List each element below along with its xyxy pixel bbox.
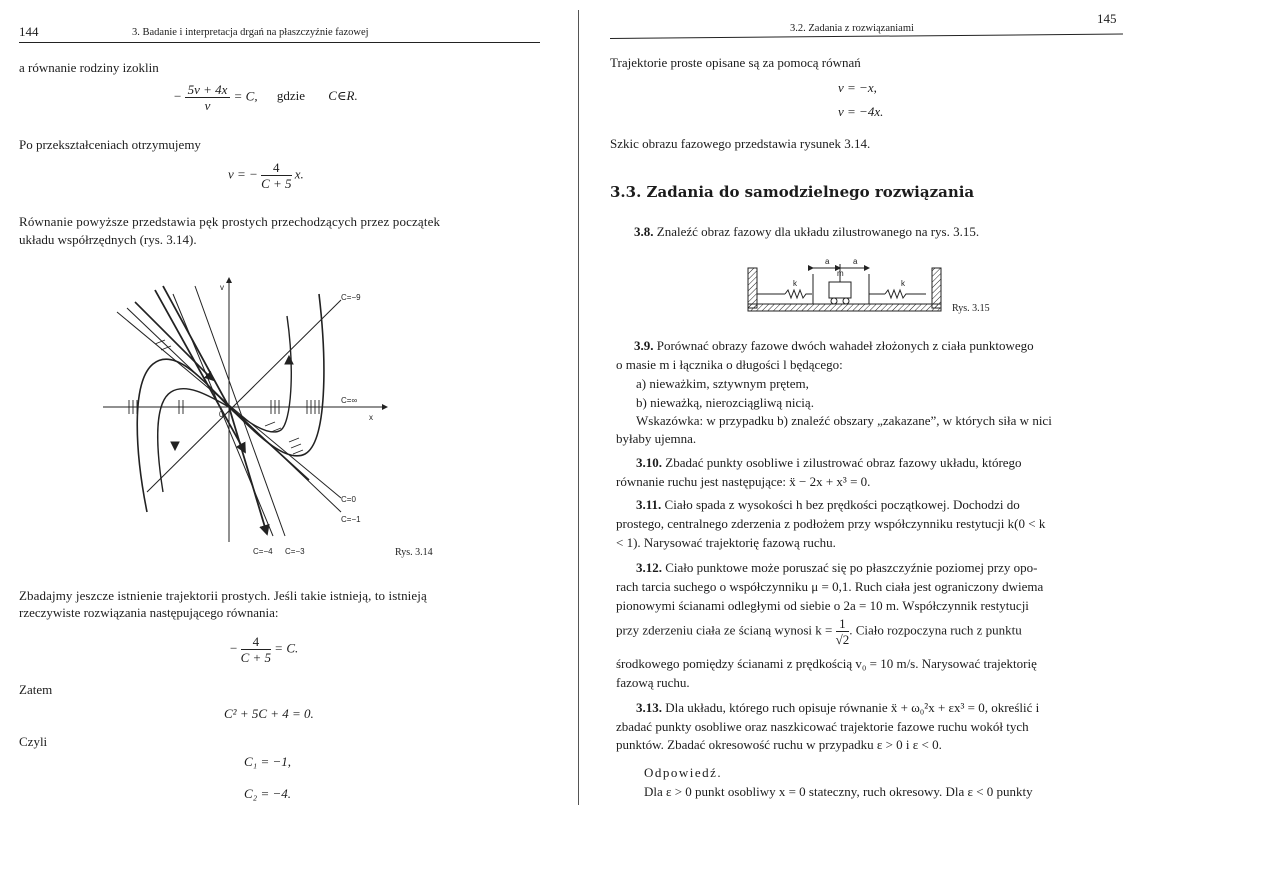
left-para2-line2: rzeczywiste rozwiązania następującego równania: <box>19 605 279 620</box>
problem-number: 3.12. <box>636 560 662 575</box>
problem-3-11-line1 <box>636 497 1020 513</box>
v-axis-label: v <box>220 283 224 292</box>
wheel-left <box>831 298 837 304</box>
right-spring <box>885 290 926 298</box>
problem-3-13-line3: punktów. Zbadać okresowość ruchu w przypadku ε > 0 i ε < 0. <box>616 737 942 752</box>
problem-text: Ciało spada z wysokości h bez prędkości początkowej. Dochodzi do <box>664 497 1020 512</box>
problem-3-12-line6: fazową ruchu. <box>616 675 690 690</box>
left-czyli: Czyli <box>19 734 48 749</box>
problem-3-9-b: b) nieważką, nierozciągliwą nicią. <box>636 395 814 410</box>
figure-caption: Rys. 3.15 <box>952 303 990 314</box>
answer-line1: Dla ε > 0 punkt osobliwy x = 0 stateczny, ruch okresowy. Dla ε < 0 punkty <box>644 784 1033 799</box>
problem-3-10-line1 <box>636 455 1022 471</box>
problem-number: 3.8. <box>634 224 654 239</box>
left-wall <box>748 268 757 308</box>
left-para2-line1: Zbadajmy jeszcze istnienie trajektorii prostych. Jeśli takie istnieją, to istnieją <box>19 588 427 603</box>
left-spring <box>785 290 812 298</box>
curved-trajectory-right-inner <box>229 316 291 432</box>
left-eq-quadratic: C² + 5C + 4 = 0. <box>224 706 314 721</box>
left-page-number: 144 <box>19 24 39 39</box>
problem-3-9-a: a) nieważkim, sztywnym prętem, <box>636 376 809 391</box>
eq-lhs: v = − <box>228 166 258 182</box>
eq-denominator: v <box>204 98 211 113</box>
isocline-c-minus-1 <box>127 308 341 512</box>
problem-3-11-line2: prostego, centralnego zderzenia z podłożem przy współczynniku restytucji k(0 < k <box>616 516 1046 531</box>
label-c-minus-4: C=−4 <box>253 547 273 556</box>
problem-3-12-line3: pionowymi ścianami odległymi od siebie o 2a = 10 m. Współczynnik restytucji <box>616 598 1029 613</box>
label-c-inf: C=∞ <box>341 396 358 405</box>
eq-fraction <box>185 82 231 113</box>
restitution-fraction <box>836 616 850 647</box>
left-para1-line2: układu współrzędnych (rys. 3.14). <box>19 232 197 247</box>
problem-text: Porównać obrazy fazowe dwóch wahadeł złożonych z ciała punktowego <box>656 338 1034 353</box>
eq-numerator: 4 <box>241 634 271 650</box>
left-header-rule <box>19 42 540 43</box>
fraction-numerator: 1 <box>836 616 850 632</box>
problem-3-9-hint2: byłaby ujemna. <box>616 431 697 446</box>
origin-label: 0 <box>219 410 224 419</box>
dim-a-right: a <box>853 257 858 266</box>
right-line2: Szkic obrazu fazowego przedstawia rysunek 3.14. <box>610 136 871 151</box>
problem-number: 3.10. <box>636 455 662 470</box>
problem-text: Ciało punktowe może poruszać się po płaszczyźnie poziomej przy opo- <box>665 560 1038 575</box>
problem-3-12-line4 <box>616 616 1022 647</box>
right-page <box>580 0 1263 893</box>
phase-portrait-figure <box>95 272 475 572</box>
spring-k-left: k <box>793 279 797 288</box>
floor <box>748 304 941 311</box>
problem-3-12-line5: środkowego pomiędzy ścianami z prędkością v₀ = 10 m/s. Narysować trajektorię <box>616 656 1037 671</box>
eq-where: gdzie <box>276 88 306 104</box>
figure-caption: Rys. 3.14 <box>395 547 433 558</box>
right-running-header: 3.2. Zadania z rozwiązaniami <box>790 23 914 34</box>
spring-k-right: k <box>901 279 905 288</box>
page-gutter <box>578 10 579 805</box>
problem-3-9-line1 <box>634 338 1034 354</box>
eq-fraction <box>261 160 291 191</box>
problem-text: Zbadać punkty osobliwe i zilustrować obraz fazowy układu, którego <box>665 455 1022 470</box>
fraction-denominator: √2 <box>835 632 850 647</box>
problem-text: przy zderzeniu ciała ze ścianą wynosi k = <box>616 622 833 638</box>
problem-text: Dla układu, którego ruch opisuje równanie ẍ + ω₀²x + εx³ = 0, określić i <box>665 700 1040 715</box>
problem-3-13-line2: zbadać punkty osobliwe oraz naszkicować trajektorie fazowe ruchu wokół tych <box>616 719 1029 734</box>
answer-heading: Odpowiedź. <box>644 765 723 780</box>
left-para1-line1: Równanie powyższe przedstawia pęk prostych przechodzących przez początek <box>19 214 441 229</box>
eq-numerator: 5v + 4x <box>185 82 231 98</box>
wheel-right <box>843 298 849 304</box>
straight-trajectory-1 <box>155 290 245 452</box>
problem-number: 3.9. <box>634 338 654 353</box>
problem-text: . Ciało rozpoczyna ruch z punktu <box>849 622 1022 638</box>
left-text-isoclines: a równanie rodziny izoklin <box>19 60 159 75</box>
mass-label: m <box>837 269 844 278</box>
x-axis-label: x <box>369 413 373 422</box>
label-c-0: C=0 <box>341 495 356 504</box>
problem-number: 3.11. <box>636 497 662 512</box>
problem-3-10-line2: równanie ruchu jest następujące: ẍ − 2x + x³ = 0. <box>616 474 871 489</box>
left-page <box>0 0 578 893</box>
mass-block <box>829 282 851 298</box>
right-line1: Trajektorie proste opisane są za pomocą równań <box>610 55 861 70</box>
left-text-after: Po przekształceniach otrzymujemy <box>19 137 201 152</box>
problem-3-8 <box>634 224 979 240</box>
right-eq1: v = −x, <box>838 80 877 95</box>
left-running-header: 3. Badanie i interpretacja drgań na płaszczyźnie fazowej <box>132 27 369 38</box>
eq-numerator: 4 <box>261 160 291 176</box>
dim-a-left: a <box>825 257 830 266</box>
label-c-minus-1: C=−1 <box>341 515 361 524</box>
eq-sign: − <box>174 88 182 104</box>
eq-rhs: = C, <box>233 88 258 104</box>
problem-3-12-line2: rach tarcia suchego o współczynniku μ = 0,1. Ruch ciała jest ograniczony dwiema <box>616 579 1044 594</box>
straight-trajectory-4 <box>135 302 213 380</box>
problem-3-12-line1 <box>636 560 1037 576</box>
problem-3-11-line3: < 1). Narysować trajektorię fazową ruchu. <box>616 535 836 550</box>
eq-set: C∈R. <box>328 88 358 104</box>
left-eq-c2: C₂ = −4. <box>244 786 291 801</box>
left-eq-pencil <box>228 160 304 191</box>
problem-3-13-line1 <box>636 700 1039 716</box>
eq-fraction <box>241 634 271 665</box>
eq-sign: − <box>230 640 238 656</box>
left-eq-condition <box>230 634 298 665</box>
problem-text: Znaleźć obraz fazowy dla układu zilustrowanego na rys. 3.15. <box>656 224 980 239</box>
eq-rhs: = C. <box>274 640 299 656</box>
straight-trajectory-2 <box>163 286 229 407</box>
section-heading: 3.3. Zadania do samodzielnego rozwiązania <box>610 183 975 201</box>
problem-3-9-hint1: Wskazówka: w przypadku b) znaleźć obszary „zakazane”, w których siła w nici <box>636 413 1052 428</box>
label-c-minus-3: C=−3 <box>285 547 305 556</box>
eq-denominator: C + 5 <box>240 650 272 665</box>
problem-number: 3.13. <box>636 700 662 715</box>
eq-rhs: x. <box>294 166 304 182</box>
right-wall <box>932 268 941 308</box>
left-zatem: Zatem <box>19 682 53 697</box>
isocline-c-minus-3 <box>195 286 285 536</box>
eq-denominator: C + 5 <box>261 176 292 191</box>
problem-3-9-line2: o masie m i łącznika o długości l będącego: <box>616 357 843 372</box>
right-header-rule <box>610 34 1123 39</box>
label-c-minus-9: C=−9 <box>341 293 361 302</box>
right-page-number: 145 <box>1097 11 1117 26</box>
right-eq2: v = −4x. <box>838 104 884 119</box>
left-eq-c1: C₁ = −1, <box>244 754 291 769</box>
spring-mass-figure <box>745 254 1005 326</box>
left-eq-isocline <box>174 82 358 113</box>
